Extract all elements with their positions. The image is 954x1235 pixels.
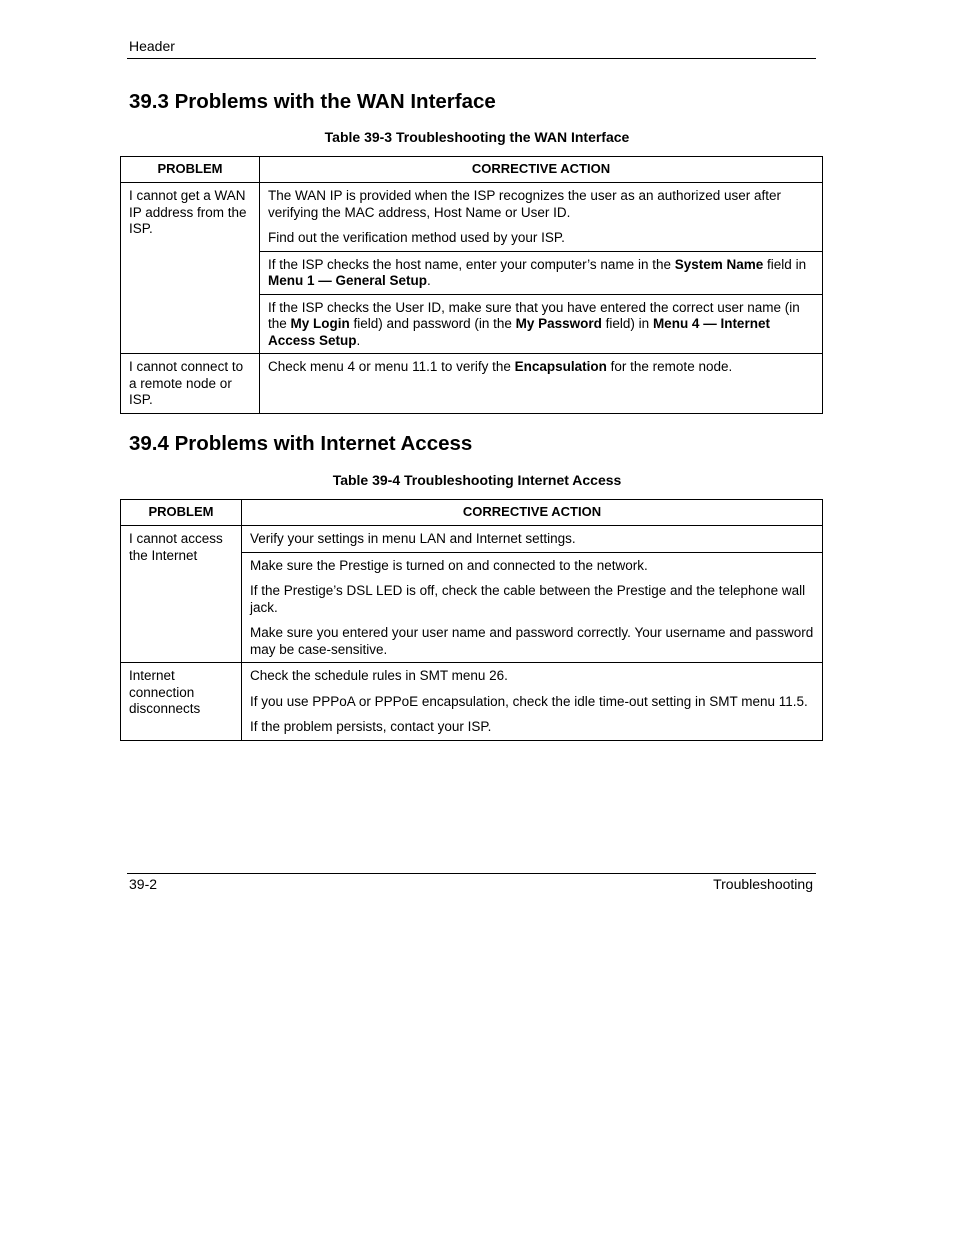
problem-text: Internet connection disconnects	[129, 668, 201, 716]
action-cell	[260, 354, 823, 414]
action-cell	[242, 663, 823, 741]
action-cell	[242, 526, 823, 553]
action-text: The WAN IP is provided when the ISP recognizes the user as an authorized user after verifying the MAC address, Host Name or User ID.	[268, 188, 782, 220]
wan-troubleshooting-table	[120, 156, 823, 414]
problem-text: I cannot get a WAN IP address from the ISP.	[129, 188, 247, 236]
field-name-my-password: My Password	[515, 316, 602, 331]
field-name-encapsulation: Encapsulation	[514, 359, 607, 374]
footer-rule	[127, 873, 816, 874]
internet-troubleshooting-table	[120, 499, 823, 741]
running-header: Header	[129, 38, 175, 54]
action-text-run: .	[356, 332, 361, 348]
column-header-corrective-action: CORRECTIVE ACTION	[242, 500, 823, 526]
table-row	[121, 526, 823, 553]
field-name-system-name: System Name	[674, 256, 764, 272]
action-text-run: If the ISP checks the User ID, make sure that you have entered the correct user name (in the	[268, 299, 800, 331]
table-header-row	[121, 157, 823, 183]
action-text: Find out the verification method used by your ISP.	[268, 230, 565, 245]
problem-cell	[121, 183, 260, 354]
action-text-run: field) and password (in the	[349, 316, 516, 331]
action-text: Verify your settings in menu LAN and Internet settings.	[250, 531, 576, 546]
problem-cell	[121, 354, 260, 414]
action-text: If you use PPPoA or PPPoE encapsulation, check the idle time-out setting in SMT menu 11.5.	[250, 693, 808, 709]
menu-name-general-setup: Menu 1 — General Setup	[268, 273, 428, 288]
action-text: If the problem persists, contact your ISP.	[250, 719, 492, 734]
column-header-problem: PROBLEM	[121, 500, 242, 526]
action-text: Check the schedule rules in SMT menu 26.	[250, 668, 508, 683]
action-text: If the Prestige’s DSL LED is off, check the cable between the Prestige and the telephone wall jack.	[250, 583, 806, 615]
action-text-run: Check menu 4 or menu 11.1 to verify the	[268, 359, 515, 374]
problem-cell	[121, 663, 242, 741]
action-text-run: field) in	[601, 316, 653, 331]
action-text: Make sure you entered your user name and password correctly. Your username and password may be case-sensitive.	[250, 625, 814, 657]
action-text	[268, 257, 814, 290]
header-rule	[127, 58, 816, 59]
action-cell	[260, 251, 823, 294]
field-name-my-login: My Login	[290, 316, 350, 331]
action-cell	[242, 552, 823, 663]
page-number: 39-2	[129, 876, 158, 892]
section-heading-internet: 39.4 Problems with Internet Access	[129, 432, 473, 455]
problem-cell	[121, 526, 242, 663]
problem-text: I cannot access the Internet	[129, 531, 223, 563]
action-cell	[260, 183, 823, 252]
section-heading-wan: 39.3 Problems with the WAN Interface	[129, 90, 496, 113]
table-header-row	[121, 500, 823, 526]
action-text	[268, 300, 814, 350]
problem-text: I cannot connect to a remote node or ISP.	[129, 359, 244, 407]
column-header-problem: PROBLEM	[121, 157, 260, 183]
action-text: Make sure the Prestige is turned on and connected to the network.	[250, 557, 648, 573]
action-text-run: If the ISP checks the host name, enter your computer’s name in the	[268, 256, 675, 272]
action-text-run: .	[427, 273, 431, 288]
table-row	[121, 183, 823, 252]
table-row	[121, 663, 823, 741]
chapter-title: Troubleshooting	[713, 876, 813, 892]
table-row	[121, 354, 823, 414]
action-cell	[260, 294, 823, 354]
table-caption-internet: Table 39-4 Troubleshooting Internet Access	[332, 472, 622, 488]
column-header-corrective-action: CORRECTIVE ACTION	[260, 157, 823, 183]
table-caption-wan: Table 39-3 Troubleshooting the WAN Interface	[324, 129, 630, 145]
action-text-run: for the remote node.	[606, 359, 733, 374]
action-text	[268, 359, 814, 376]
menu-name-internet-access-setup: Menu 4 — Internet Access Setup	[268, 316, 770, 348]
action-text-run: field in	[763, 256, 807, 272]
